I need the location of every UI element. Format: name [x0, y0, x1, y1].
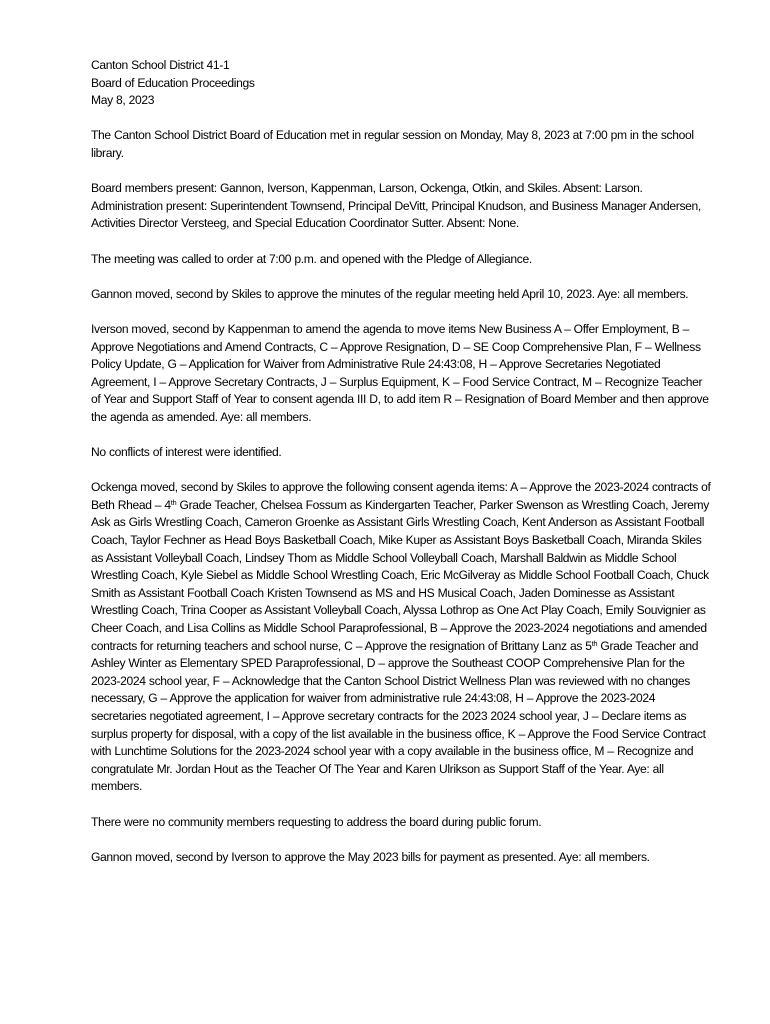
paragraph-conflicts: No conflicts of interest were identified.: [91, 445, 282, 460]
ordinal-suffix: th: [170, 497, 177, 507]
paragraph-attendance: Board members present: Gannon, Iverson, Kappenman, Larson, Ockenga, Otkin, and Skiles. Absent: Larson. Administration present: Superintendent Townsend, Principal DeVitt, Principal Knudson, and Business Manager Andersen, Activities Director Versteeg, and Special Education Coordinator Sutter. Absent: None.: [91, 181, 701, 231]
district-name: Canton School District 41-1: [91, 58, 230, 72]
paragraph-minutes-approval: Gannon moved, second by Skiles to approve the minutes of the regular meeting held April 10, 2023. Aye: all members.: [91, 286, 689, 301]
consent-text-part3: Grade Teacher and Ashley Winter as Elementary SPED Paraprofessional, D – approve the Southeast COOP Comprehensive Plan for the 2023-2024 school year, F – Acknowledge that the Canton School District Wellness Plan was reviewed with no changes necessary, G – Approve the application for waiver from administrative rule 24:43:08, H – Approve the 2023-2024 secretaries negotiated agreement, I – Approve secretary contracts for the 2023 2024 school year, J – Declare items as surplus property for disposal, with a copy of the list available in the business office, K – Approve the Food Service Contract with Lunchtime Solutions for the 2023-2024 school year with a copy available in the business office, M – Recognize and congratulate Mr. Jordan Hout as the Teacher Of The Year and Karen Ulrikson as Support Staff of the Year. Aye: all members.: [91, 638, 706, 794]
consent-text-part1: Ockenga moved, second by Skiles to approve the following consent agenda items: A – Approve the 2023-2024 contracts of Beth Rhead – 4: [91, 480, 711, 512]
document-header: [91, 57, 713, 110]
paragraph-session: The Canton School District Board of Education met in regular session on Monday, May 8, 2023 at 7:00 pm in the school library.: [91, 128, 694, 160]
paragraph-call-to-order: The meeting was called to order at 7:00 p.m. and opened with the Pledge of Allegiance.: [91, 251, 532, 266]
document-title: Board of Education Proceedings: [91, 75, 255, 90]
consent-text-part2: Grade Teacher, Chelsea Fossum as Kindergarten Teacher, Parker Swenson as Wrestling Coach, Jeremy Ask as Girls Wrestling Coach, Cameron Groenke as Assistant Girls Wrestling Coach, Kent Anderson as Assistant Football Coach, Taylor Fechner as Head Boys Basketball Coach, Mike Kuper as Assistant Boys Basketball Coach, Miranda Skiles as Assistant Volleyball Coach, Lindsey Thom as Middle School Volleyball Coach, Marshall Baldwin as Middle School Wrestling Coach, Kyle Siebel as Middle School Wrestling Coach, Eric McGilveray as Middle School Football Coach, Chuck Smith as Assistant Football Coach Kristen Townsend as MS and HS Musical Coach, Jaden Dominesse as Assistant Wrestling Coach, Trina Cooper as Assistant Volleyball Coach, Alyssa Lothrop as One Act Play Coach, Emily Souvignier as Cheer Coach, and Lisa Collins as Middle School Paraprofessional, B – Approve the 2023-2024 negotiations and amended contracts for returning teachers and school nurse, C – Approve the resignation of Brittany Lanz as 5: [91, 497, 709, 653]
ordinal-suffix: th: [591, 638, 598, 648]
paragraph-agenda-amendment: Iverson moved, second by Kappenman to amend the agenda to move items New Business A – Offer Employment, B – Approve Negotiations and Amend Contracts, C – Approve Resignation, D – SE Coop Comprehensive Plan, F – Wellness Policy Update, G – Application for Waiver from Administrative Rule 24:43:08, H – Approve Secretaries Negotiated Agreement, I – Approve Secretary Contracts, J – Surplus Equipment, K – Food Service Contract, M – Recognize Teacher of Year and Support Staff of Year to consent agenda III D, to add item R – Resignation of Board Member and then approve the agenda as amended. Aye: all members.: [91, 321, 709, 424]
paragraph-public-forum: There were no community members requesting to address the board during public forum.: [91, 814, 542, 829]
meeting-date: May 8, 2023: [91, 93, 155, 108]
paragraph-consent-agenda: [91, 479, 713, 796]
document-page: [91, 57, 713, 884]
paragraph-bills-approval: Gannon moved, second by Iverson to approve the May 2023 bills for payment as presented. Aye: all members.: [91, 849, 650, 864]
